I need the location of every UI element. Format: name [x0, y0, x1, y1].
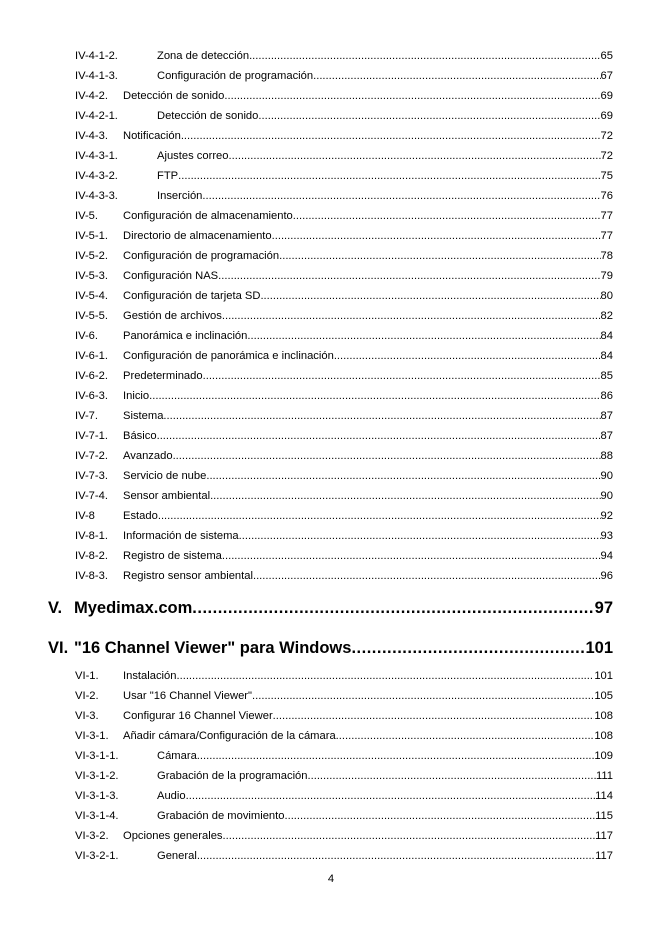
toc-entry-number: IV-5-4.	[75, 290, 108, 302]
toc-chapter-entry[interactable]	[48, 595, 613, 621]
toc-leader-dots	[258, 108, 600, 124]
toc-entry-title: Básico	[123, 430, 157, 442]
toc-entry-number: IV-4-2-1.	[75, 110, 118, 122]
toc-entry-number: IV-4-3-1.	[75, 150, 118, 162]
toc-entry-number: IV-4-3-2.	[75, 170, 118, 182]
toc-leader-dots	[284, 808, 595, 824]
toc-entry-title: Avanzado	[123, 450, 173, 462]
toc-leader-dots	[197, 748, 595, 764]
toc-entry-title: Configuración de programación	[123, 250, 280, 262]
toc-entry[interactable]	[75, 208, 613, 224]
toc-leader-dots	[253, 568, 601, 584]
toc-entry[interactable]	[75, 688, 613, 704]
toc-leader-dots	[223, 828, 596, 844]
toc-entry[interactable]	[75, 448, 613, 464]
toc-entry-number: VI-3-2-1.	[75, 850, 119, 862]
toc-entry-title: Información de sistema	[123, 530, 239, 542]
toc-leader-dots	[239, 528, 601, 544]
toc-chapter-entry[interactable]	[48, 635, 613, 661]
toc-leader-dots	[351, 635, 585, 661]
toc-leader-dots	[222, 548, 601, 564]
toc-entry-number: IV-5-5.	[75, 310, 108, 322]
toc-leader-dots	[177, 668, 595, 684]
toc-entry-number: IV-8-1.	[75, 530, 108, 542]
toc-entry-page: 84	[600, 330, 613, 342]
toc-entry[interactable]	[75, 548, 613, 564]
toc-entry-page: 75	[600, 170, 613, 182]
toc-entry-page: 90	[600, 490, 613, 502]
toc-entry[interactable]	[75, 768, 613, 784]
toc-entry-title: Notificación	[123, 130, 181, 142]
toc-entry-page: 80	[600, 290, 613, 302]
toc-entry[interactable]	[75, 668, 613, 684]
toc-entry-page: 78	[600, 250, 613, 262]
toc-leader-dots	[210, 488, 600, 504]
toc-entry[interactable]	[75, 348, 613, 364]
toc-entry-page: 87	[600, 430, 613, 442]
toc-chapter-number: V.	[48, 599, 63, 617]
toc-entry-title: Cámara	[157, 750, 197, 762]
toc-entry[interactable]	[75, 168, 613, 184]
toc-leader-dots	[197, 848, 595, 864]
toc-entry-title: Panorámica e inclinación	[123, 330, 248, 342]
toc-entry-number: VI-2.	[75, 690, 99, 702]
toc-leader-dots	[313, 68, 600, 84]
toc-entry-number: IV-5-3.	[75, 270, 108, 282]
toc-entry[interactable]	[75, 288, 613, 304]
toc-leader-dots	[218, 268, 600, 284]
toc-entry-page: 72	[600, 130, 613, 142]
toc-leader-dots	[202, 188, 600, 204]
toc-entry-page: 96	[600, 570, 613, 582]
toc-entry[interactable]	[75, 308, 613, 324]
toc-entry-title: Zona de detección	[157, 50, 250, 62]
toc-leader-dots	[260, 288, 600, 304]
toc-entry-number: IV-5-2.	[75, 250, 108, 262]
toc-entry-page: 111	[595, 770, 613, 782]
toc-entry-title: Configuración de panorámica e inclinación	[123, 350, 334, 362]
toc-entry-page: 101	[594, 670, 613, 682]
toc-entry[interactable]	[75, 568, 613, 584]
toc-entry[interactable]	[75, 188, 613, 204]
toc-entry[interactable]	[75, 68, 613, 84]
toc-entry-page: 76	[600, 190, 613, 202]
toc-entry-number: IV-4-3-3.	[75, 190, 118, 202]
toc-chapter-title: Myedimax.com	[74, 599, 193, 617]
toc-entry-number: IV-6.	[75, 330, 99, 342]
toc-entry[interactable]	[75, 788, 613, 804]
toc-leader-dots	[249, 48, 600, 64]
toc-entry[interactable]	[75, 828, 613, 844]
toc-leader-dots	[308, 768, 596, 784]
toc-entry-title: Sensor ambiental	[123, 490, 211, 502]
toc-entry-number: IV-7-1.	[75, 430, 108, 442]
toc-entry[interactable]	[75, 728, 613, 744]
toc-leader-dots	[203, 368, 601, 384]
toc-entry[interactable]	[75, 328, 613, 344]
toc-entry-number: VI-3.	[75, 710, 99, 722]
toc-entry[interactable]	[75, 848, 613, 864]
toc-entry-page: 114	[595, 790, 613, 802]
toc-entry[interactable]	[75, 268, 613, 284]
toc-entry-page: 65	[600, 50, 613, 62]
toc-leader-dots	[163, 408, 600, 424]
toc-entry-page: 69	[600, 110, 613, 122]
toc-entry[interactable]	[75, 428, 613, 444]
toc-leader-dots	[247, 328, 600, 344]
toc-entry[interactable]	[75, 388, 613, 404]
toc-entry-title: Inicio	[123, 390, 150, 402]
toc-entry-page: 109	[594, 750, 613, 762]
toc-entry-number: IV-8-3.	[75, 570, 108, 582]
toc-leader-dots	[334, 348, 601, 364]
toc-entry-page: 117	[595, 830, 613, 842]
toc-entry[interactable]	[75, 228, 613, 244]
toc-entry-page: 87	[600, 410, 613, 422]
toc-entry-title: FTP	[157, 170, 179, 182]
toc-entry-page: 85	[600, 370, 613, 382]
toc-chapter-number: VI.	[48, 639, 69, 657]
toc-entry-page: 69	[600, 90, 613, 102]
toc-leader-dots	[158, 508, 601, 524]
toc-entry[interactable]	[75, 148, 613, 164]
toc-entry-title: Configuración de almacenamiento	[123, 210, 293, 222]
toc-entry-page: 88	[600, 450, 613, 462]
toc-entry-title: Directorio de almacenamiento	[123, 230, 272, 242]
toc-entry-title: Opciones generales	[123, 830, 223, 842]
toc-entry-page: 82	[600, 310, 613, 322]
toc-entry-page: 93	[600, 530, 613, 542]
toc-entry[interactable]	[75, 368, 613, 384]
toc-entry-page: 117	[595, 850, 613, 862]
toc-leader-dots	[192, 595, 594, 621]
toc-entry-page: 86	[600, 390, 613, 402]
toc-entry-title: General	[157, 850, 197, 862]
toc-entry-title: Ajustes correo	[157, 150, 229, 162]
toc-entry-page: 90	[600, 470, 613, 482]
toc-entry-page: 79	[600, 270, 613, 282]
toc-leader-dots	[273, 708, 595, 724]
toc-leader-dots	[336, 728, 595, 744]
toc-entry-number: IV-4-2.	[75, 90, 108, 102]
toc-entry[interactable]	[75, 108, 613, 124]
toc-leader-dots	[178, 168, 600, 184]
toc-entry[interactable]	[75, 88, 613, 104]
toc-leader-dots	[181, 128, 601, 144]
toc-entry-number: IV-4-1-2.	[75, 50, 118, 62]
toc-entry[interactable]	[75, 528, 613, 544]
toc-entry-number: IV-6-1.	[75, 350, 108, 362]
toc-leader-dots	[252, 688, 594, 704]
toc-entry-number: VI-3-1-1.	[75, 750, 119, 762]
toc-entry-page: 115	[595, 810, 613, 822]
toc-entry-title: Instalación	[123, 670, 177, 682]
toc-leader-dots	[224, 88, 600, 104]
toc-entry-number: VI-3-1-2.	[75, 770, 119, 782]
toc-leader-dots	[157, 428, 601, 444]
toc-entry-number: IV-7.	[75, 410, 99, 422]
toc-entry[interactable]	[75, 48, 613, 64]
toc-leader-dots	[173, 448, 601, 464]
toc-leader-dots	[293, 208, 601, 224]
toc-entry-page: 67	[600, 70, 613, 82]
toc-entry-title: Detección de sonido	[123, 90, 225, 102]
toc-entry-number: IV-4-3.	[75, 130, 108, 142]
toc-leader-dots	[279, 248, 600, 264]
toc-entry[interactable]	[75, 748, 613, 764]
toc-entry-page: 92	[600, 510, 613, 522]
toc-entry[interactable]	[75, 708, 613, 724]
toc-chapter-title: "16 Channel Viewer" para Windows	[74, 639, 352, 657]
toc-entry-number: IV-8-2.	[75, 550, 108, 562]
toc-entry-number: VI-1.	[75, 670, 99, 682]
toc-entry-title: Gestión de archivos	[123, 310, 222, 322]
toc-entry-title: Predeterminado	[123, 370, 203, 382]
toc-leader-dots	[206, 468, 600, 484]
toc-entry-title: Sistema	[123, 410, 164, 422]
toc-entry-page: 84	[600, 350, 613, 362]
toc-entry-number: IV-7-3.	[75, 470, 108, 482]
toc-leader-dots	[222, 308, 601, 324]
toc-entry-title: Audio	[157, 790, 186, 802]
toc-entry-number: IV-6-3.	[75, 390, 108, 402]
toc-entry-number: IV-4-1-3.	[75, 70, 118, 82]
toc-entry-page: 105	[594, 690, 613, 702]
toc-entry-title: Configurar 16 Channel Viewer	[123, 710, 273, 722]
toc-entry[interactable]	[75, 808, 613, 824]
toc-entry-title: Inserción	[157, 190, 203, 202]
toc-entry[interactable]	[75, 128, 613, 144]
toc-leader-dots	[149, 388, 600, 404]
toc-entry-number: IV-7-2.	[75, 450, 108, 462]
toc-entry[interactable]	[75, 468, 613, 484]
toc-leader-dots	[186, 788, 596, 804]
toc-entry-page: 77	[600, 210, 613, 222]
toc-entry[interactable]	[75, 248, 613, 264]
toc-entry-title: Grabación de movimiento	[157, 810, 285, 822]
toc-entry[interactable]	[75, 508, 613, 524]
toc-entry-number: VI-3-1-3.	[75, 790, 119, 802]
toc-leader-dots	[272, 228, 601, 244]
toc-entry-title: Estado	[123, 510, 158, 522]
page-number: 4	[327, 873, 335, 885]
toc-entry-page: 72	[600, 150, 613, 162]
toc-entry-number: VI-3-1.	[75, 730, 109, 742]
toc-entry-number: IV-8	[75, 510, 95, 522]
toc-entry-page: 94	[600, 550, 613, 562]
toc-entry-title: Grabación de la programación	[157, 770, 308, 782]
toc-leader-dots	[229, 148, 601, 164]
toc-entry-title: Configuración NAS	[123, 270, 219, 282]
toc-entry-page: 108	[594, 710, 613, 722]
toc-entry-page: 108	[594, 730, 613, 742]
toc-entry[interactable]	[75, 488, 613, 504]
toc-entry-number: IV-6-2.	[75, 370, 108, 382]
toc-entry-title: Configuración de programación	[157, 70, 314, 82]
toc-entry-title: Registro de sistema	[123, 550, 222, 562]
toc-entry-title: Configuración de tarjeta SD	[123, 290, 261, 302]
toc-chapter-page: 97	[594, 599, 613, 617]
toc-entry-number: IV-7-4.	[75, 490, 108, 502]
toc-entry-title: Añadir cámara/Configuración de la cámara	[123, 730, 336, 742]
toc-entry[interactable]	[75, 408, 613, 424]
toc-entry-number: IV-5-1.	[75, 230, 108, 242]
toc-entry-title: Usar "16 Channel Viewer"	[123, 690, 253, 702]
toc-entry-number: VI-3-2.	[75, 830, 109, 842]
toc-entry-page: 77	[600, 230, 613, 242]
toc-entry-number: IV-5.	[75, 210, 99, 222]
toc-entry-title: Registro sensor ambiental	[123, 570, 253, 582]
toc-entry-number: VI-3-1-4.	[75, 810, 119, 822]
toc-entry-title: Servicio de nube	[123, 470, 207, 482]
toc-entry-title: Detección de sonido	[157, 110, 259, 122]
toc-chapter-page: 101	[585, 639, 613, 657]
